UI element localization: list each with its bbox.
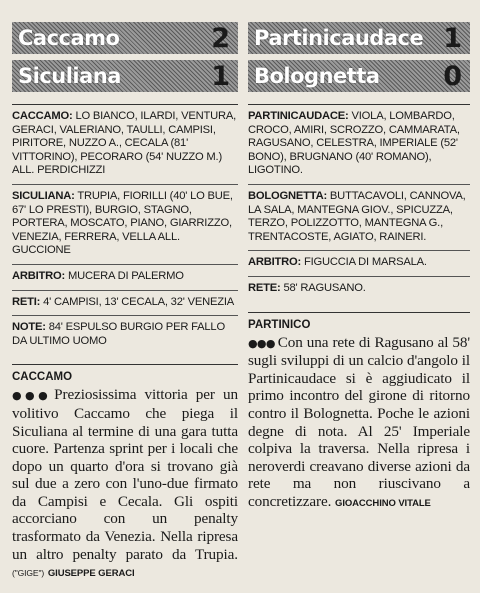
left-match-column	[12, 0, 238, 583]
lineup-label: CACCAMO:	[12, 110, 73, 122]
author-byline: GIUSEPPE GERACI	[47, 568, 135, 580]
bullet-dots-icon: ●●●	[248, 336, 275, 350]
away-lineup	[12, 184, 238, 264]
referee	[12, 264, 238, 290]
lineup-label: SICULIANA:	[12, 189, 75, 202]
away-team-name: Siculiana	[18, 64, 121, 88]
away-score-row	[12, 60, 238, 92]
lineup-text: BUTTACAVOLI, CANNOVA, LA SALA, MANTEGNA GIOV., SPICUZZA, TERZO, POLIZZOTTO, MANTEGNA G., TRENTACOSTE, AGIATO, RAINERI.	[248, 189, 466, 243]
lineup-label: BOLOGNETTA:	[248, 189, 328, 202]
report-heading: CACCAMO	[12, 371, 73, 384]
lineup-text: LO BIANCO, ILARDI, VENTURA, GERACI, VALERIANO, TAULLI, CAMPISI, PIRITORE, NUZZO A., CECALA (81' VITTORINO), PECORARO (54' NUZZO M.) ALL. PERDICHIZZI	[12, 110, 237, 177]
goals-label: RETE:	[248, 281, 281, 294]
referee-text: MUCERA DI PALERMO	[65, 269, 184, 282]
away-team-score: 0	[443, 60, 462, 92]
notes-label: NOTE:	[12, 321, 46, 334]
report-body	[12, 386, 238, 583]
notes-text: 84' ESPULSO BURGIO PER FALLO DA ULTIMO UOMO	[12, 321, 225, 347]
away-team-name: Bolognetta	[254, 64, 380, 88]
right-match-column	[248, 0, 470, 512]
referee-text: FIGUCCIA DI MARSALA.	[301, 256, 427, 269]
match-report	[248, 312, 470, 513]
lineup-text: TRUPIA, FIORILLI (40' LO BUE, 67' LO PRESTI), BURGIO, STAGNO, PORTERA, MOSCATO, PIANO, GIARRIZZO, VENEZIA, FERRERA, VELLA ALL. GUCCIONE	[12, 189, 233, 257]
home-lineup	[12, 104, 238, 184]
match-report	[12, 364, 238, 583]
away-score-row	[248, 60, 470, 92]
home-score-row	[12, 22, 238, 54]
referee-label: ARBITRO:	[248, 256, 302, 269]
home-score-row	[248, 22, 470, 54]
report-text: Con una rete di Ragusano al 58' sugli sviluppi di un calcio d'angolo il Partinicaudace si è aggiudicato il primo incontro del girone di ritorno contro il Bolognetta. Poche le azioni degne di nota. Al 25' Imperiale colpiva la traversa. Nella ripresa i neroverdi creavano diverse azioni da rete ma non riuscivano a concretizzare.	[248, 333, 470, 510]
away-team-score: 1	[211, 60, 230, 92]
home-team-name: Caccamo	[18, 26, 120, 50]
match-details	[12, 104, 238, 354]
home-team-score: 1	[443, 22, 462, 54]
report-body	[248, 334, 470, 513]
goals-text: 4' CAMPISI, 13' CECALA, 32' VENEZIA	[40, 295, 235, 308]
report-text: Preziosissima vittoria per un volitivo Caccamo che piega il Siculiana al termine di una gara tutta cuore. Partenza sprint per i locali che dopo un quarto d'ora si trovano già sul due a zero con l'uno-due firmato da Campisi e Cecala. Gli ospiti accorciano con un penalty trasformato da Venezia. Nella ripresa un altro penalty parato da Trupia.	[12, 386, 238, 563]
lineup-text: VIOLA, LOMBARDO, CROCO, AMIRI, SCROZZO, CAMMARATA, RAGUSANO, CELESTRA, IMPERIALE (52' BONO), BRUGNANO (40' ROMANO), LIGOTINO.	[248, 110, 460, 177]
away-lineup	[248, 184, 470, 250]
home-team-score: 2	[211, 22, 230, 54]
goals-label: RETI:	[12, 295, 41, 308]
referee	[248, 250, 470, 276]
match-details	[248, 104, 470, 302]
lineup-label: PARTINICAUDACE:	[248, 110, 349, 122]
report-heading: PARTINICO	[248, 318, 311, 331]
author-byline: GIOACCHINO VITALE	[335, 497, 431, 509]
referee-label: ARBITRO:	[12, 269, 66, 282]
notes	[12, 315, 238, 354]
bullet-dots-icon: ●●●	[12, 389, 52, 403]
home-team-name: Partinicaudace	[254, 26, 424, 50]
home-lineup	[248, 104, 470, 184]
goals	[12, 290, 238, 316]
author-pseudonym: ("GIGE")	[12, 568, 45, 579]
goals-text: 58' RAGUSANO.	[280, 281, 366, 294]
goals	[248, 276, 470, 302]
